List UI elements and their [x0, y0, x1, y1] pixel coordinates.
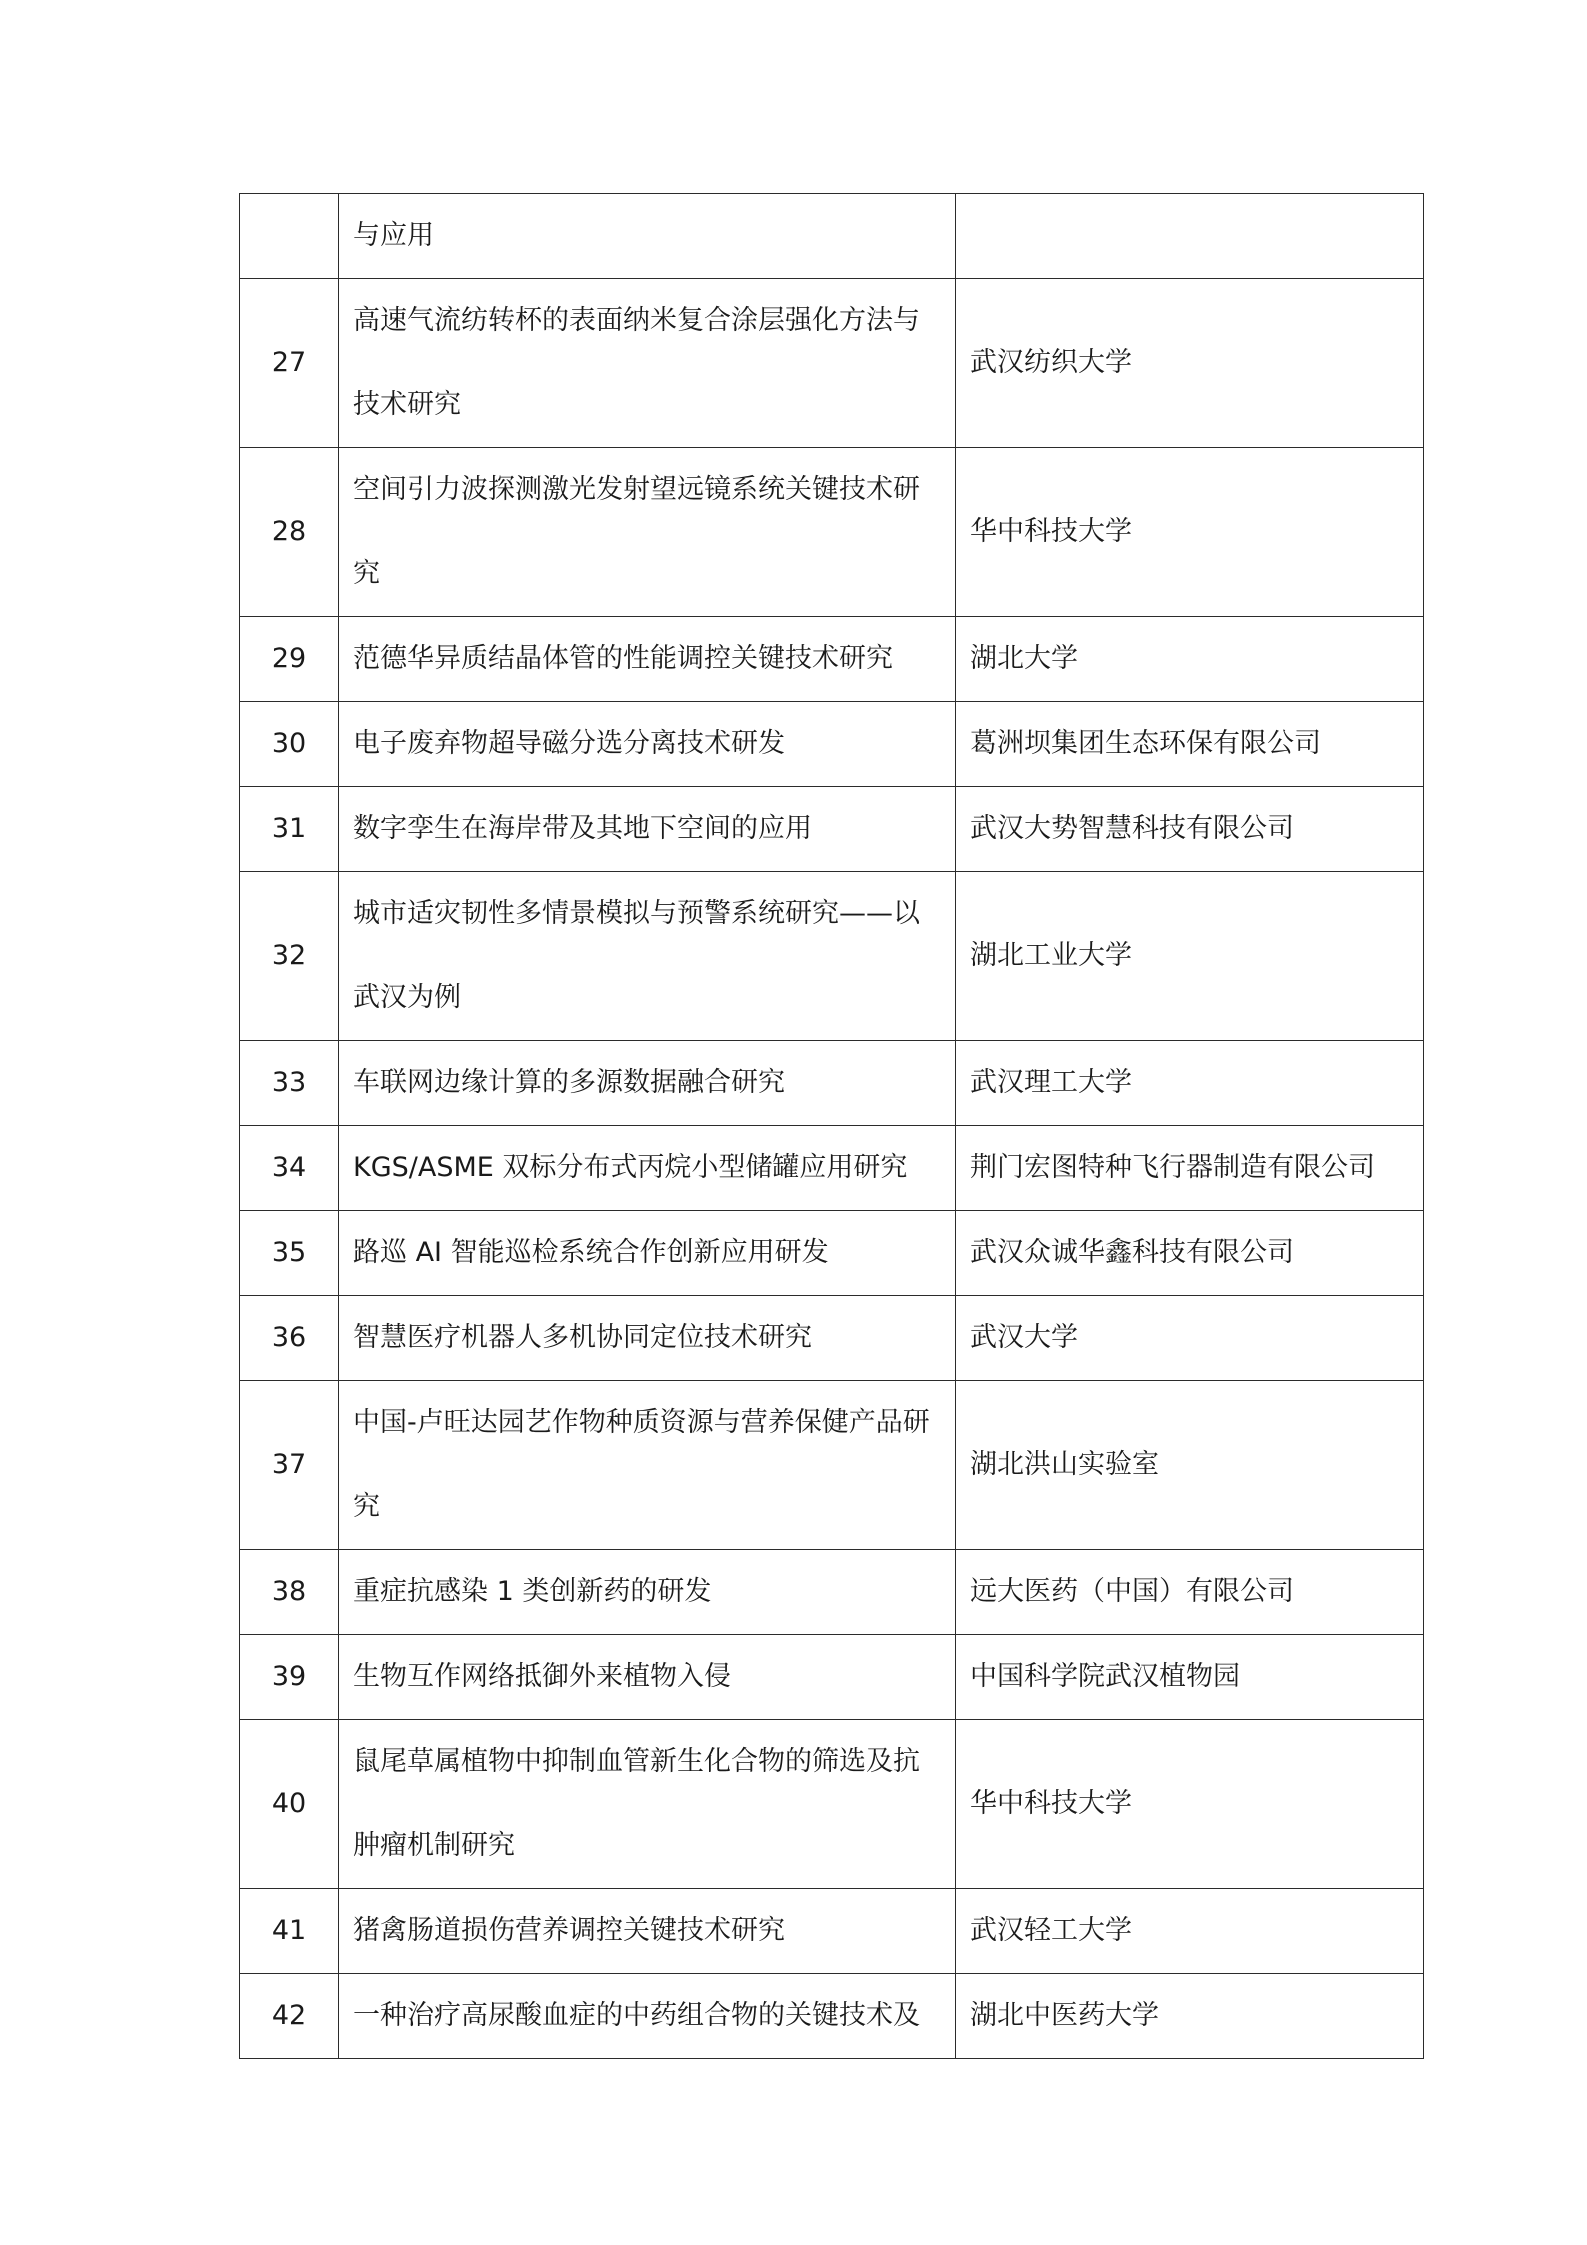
project-table [239, 193, 1424, 2059]
row-number-cell: 39 [240, 1635, 339, 1720]
project-title-line: 究 [353, 1491, 380, 1522]
row-number-cell: 31 [240, 787, 339, 872]
row-number-cell: 36 [240, 1296, 339, 1381]
organization-cell: 远大医药（中国）有限公司 [956, 1550, 1424, 1635]
project-title-cell [339, 448, 956, 617]
project-title-line: 技术研究 [353, 389, 461, 420]
table-row [240, 1381, 1424, 1550]
project-title-cell [339, 1720, 956, 1889]
table-row [240, 617, 1424, 702]
organization-cell: 湖北洪山实验室 [956, 1381, 1424, 1550]
project-title-line: 重症抗感染 1 类创新药的研发 [353, 1576, 712, 1607]
row-number-cell: 32 [240, 872, 339, 1041]
project-title-line: 高速气流纺转杯的表面纳米复合涂层强化方法与 [353, 305, 920, 336]
organization-cell: 荆门宏图特种飞行器制造有限公司 [956, 1126, 1424, 1211]
project-title-cell [339, 617, 956, 702]
project-title-cell [339, 1635, 956, 1720]
organization-cell: 武汉大势智慧科技有限公司 [956, 787, 1424, 872]
row-number-cell: 42 [240, 1974, 339, 2059]
organization-cell: 湖北大学 [956, 617, 1424, 702]
organization-cell: 华中科技大学 [956, 1720, 1424, 1889]
table-row [240, 194, 1424, 279]
project-title-line: 与应用 [353, 220, 434, 251]
row-number-cell: 37 [240, 1381, 339, 1550]
project-title-line: 中国-卢旺达园艺作物种质资源与营养保健产品研 [353, 1407, 930, 1438]
project-title-line: 鼠尾草属植物中抑制血管新生化合物的筛选及抗 [353, 1746, 920, 1777]
organization-cell: 武汉理工大学 [956, 1041, 1424, 1126]
row-number-cell [240, 194, 339, 279]
table-row [240, 1126, 1424, 1211]
organization-cell: 武汉大学 [956, 1296, 1424, 1381]
row-number-cell: 33 [240, 1041, 339, 1126]
organization-cell [956, 194, 1424, 279]
table-row [240, 1635, 1424, 1720]
row-number-cell: 40 [240, 1720, 339, 1889]
organization-cell: 中国科学院武汉植物园 [956, 1635, 1424, 1720]
project-title-line: KGS/ASME 双标分布式丙烷小型储罐应用研究 [353, 1152, 908, 1183]
table-row [240, 1974, 1424, 2059]
project-title-line: 猪禽肠道损伤营养调控关键技术研究 [353, 1915, 785, 1946]
table-row [240, 702, 1424, 787]
row-number-cell: 29 [240, 617, 339, 702]
organization-cell: 武汉众诚华鑫科技有限公司 [956, 1211, 1424, 1296]
project-title-line: 肿瘤机制研究 [353, 1830, 515, 1861]
table-row [240, 279, 1424, 448]
table-row [240, 872, 1424, 1041]
project-title-cell [339, 1041, 956, 1126]
row-number-cell: 28 [240, 448, 339, 617]
organization-cell: 华中科技大学 [956, 448, 1424, 617]
project-title-cell [339, 1889, 956, 1974]
project-title-cell [339, 1211, 956, 1296]
row-number-cell: 35 [240, 1211, 339, 1296]
project-title-cell [339, 787, 956, 872]
project-title-line: 一种治疗高尿酸血症的中药组合物的关键技术及 [353, 2000, 920, 2031]
project-title-line: 生物互作网络抵御外来植物入侵 [353, 1661, 731, 1692]
project-title-cell [339, 872, 956, 1041]
project-title-cell [339, 194, 956, 279]
project-title-line: 电子废弃物超导磁分选分离技术研发 [353, 728, 785, 759]
table-row [240, 1889, 1424, 1974]
project-title-cell [339, 1296, 956, 1381]
project-title-cell [339, 1126, 956, 1211]
table-row [240, 1041, 1424, 1126]
organization-cell: 武汉纺织大学 [956, 279, 1424, 448]
table-row [240, 448, 1424, 617]
organization-cell: 湖北工业大学 [956, 872, 1424, 1041]
table-row [240, 787, 1424, 872]
table-row [240, 1550, 1424, 1635]
row-number-cell: 30 [240, 702, 339, 787]
project-table-body [240, 194, 1424, 2059]
project-title-line: 城市适灾韧性多情景模拟与预警系统研究——以 [353, 898, 920, 929]
table-row [240, 1211, 1424, 1296]
row-number-cell: 27 [240, 279, 339, 448]
project-title-line: 范德华异质结晶体管的性能调控关键技术研究 [353, 643, 893, 674]
row-number-cell: 38 [240, 1550, 339, 1635]
row-number-cell: 34 [240, 1126, 339, 1211]
project-title-line: 车联网边缘计算的多源数据融合研究 [353, 1067, 785, 1098]
project-title-cell [339, 1381, 956, 1550]
project-title-cell [339, 1974, 956, 2059]
project-title-cell [339, 702, 956, 787]
organization-cell: 葛洲坝集团生态环保有限公司 [956, 702, 1424, 787]
project-title-line: 智慧医疗机器人多机协同定位技术研究 [353, 1322, 812, 1353]
project-title-line: 路巡 AI 智能巡检系统合作创新应用研发 [353, 1237, 829, 1268]
project-title-cell [339, 279, 956, 448]
table-row [240, 1720, 1424, 1889]
table-row [240, 1296, 1424, 1381]
project-title-line: 空间引力波探测激光发射望远镜系统关键技术研 [353, 474, 920, 505]
project-title-line: 数字孪生在海岸带及其地下空间的应用 [353, 813, 812, 844]
project-title-cell [339, 1550, 956, 1635]
project-title-line: 武汉为例 [353, 982, 461, 1013]
project-title-line: 究 [353, 558, 380, 589]
organization-cell: 湖北中医药大学 [956, 1974, 1424, 2059]
organization-cell: 武汉轻工大学 [956, 1889, 1424, 1974]
row-number-cell: 41 [240, 1889, 339, 1974]
